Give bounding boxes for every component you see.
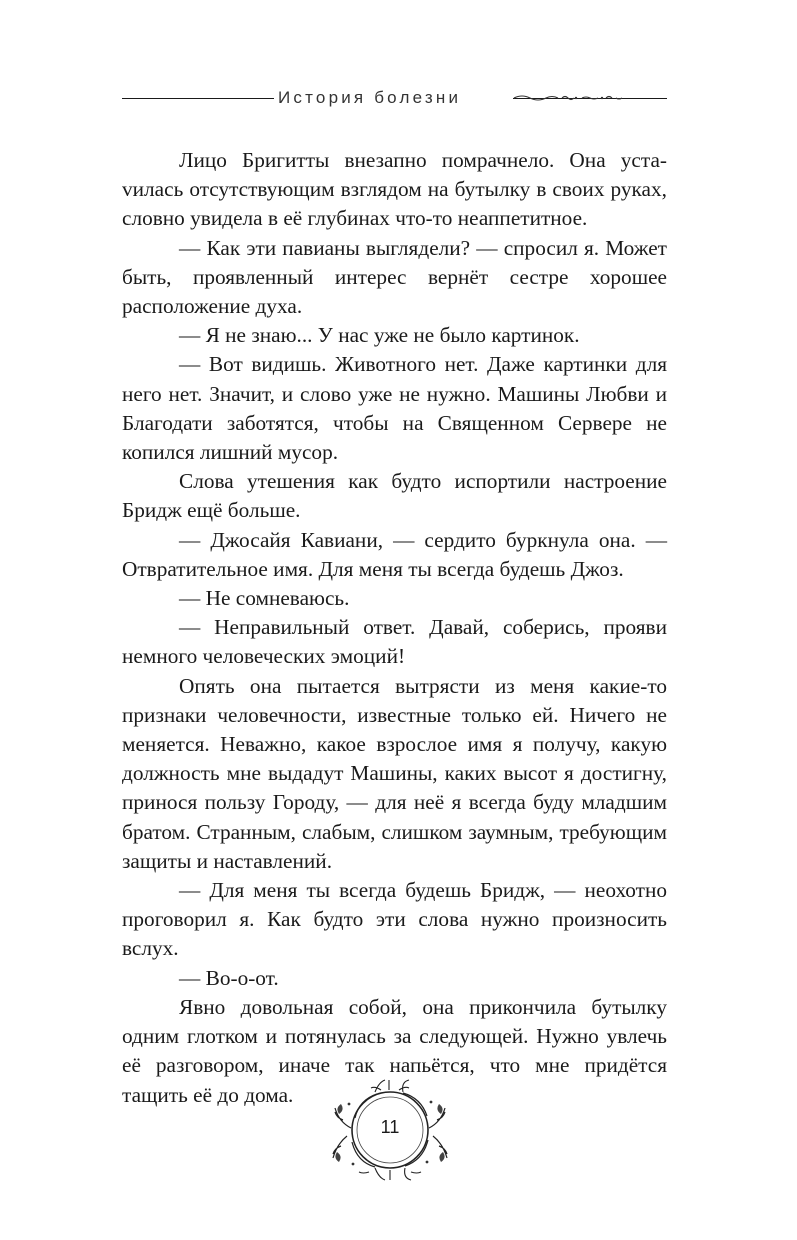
paragraph: — Как эти павианы выглядели? — спросил я. Может быть, проявленный интерес вернёт сестре хорошее расположение духа. bbox=[122, 235, 667, 319]
paragraph: — Я не знаю... У нас уже не было картинок. bbox=[179, 323, 580, 348]
running-title: История болезни bbox=[276, 86, 463, 110]
body-text bbox=[122, 146, 667, 1110]
header-rule-left bbox=[122, 98, 274, 99]
header-flourish-icon bbox=[512, 92, 632, 104]
paragraph: Лицо Бригитты внезапно помрачнело. Она устаvилась отсутствующим взглядом на бутылку в своих руках, словно увидела в её глубинах что-то неаппетитное. bbox=[122, 148, 667, 231]
paragraph: — Неправильный ответ. Давай, соберись, прояви немного человеческих эмоций! bbox=[122, 615, 667, 669]
paragraph: Опять она пытается вытрясти из меня какие-то признаки человечности, известные только ей. Ничего не меняется. Неважно, какое взрослое имя я получу, какую должность мне выдадут Машины, каких высот я достигну, принося пользу Городу, — для неё я всегда буду младшим братом. Странным, слабым, слишком заумным, требующим защиты и наставлений. bbox=[122, 673, 667, 873]
paragraph: — Вот видишь. Животного нет. Даже картинки для него нет. Значит, и слово уже не нужно. Машины Любви и Благодати заботятся, чтобы на Священном Сервере не копился лишний мусор. bbox=[122, 352, 667, 465]
paragraph: — Для меня ты всегда будешь Бридж, — неохотно проговорил я. Как будто эти слова нужно произносить вслух. bbox=[122, 878, 667, 961]
paragraph: — Во-о-от. bbox=[179, 965, 279, 990]
running-header bbox=[122, 86, 667, 110]
page-number-ornament bbox=[329, 1078, 451, 1182]
paragraph: Явно довольная собой, она прикончила бутылку одним глотком и потянулась за следующей. Нужно увлечь её разговором, иначе так напьётся, что мне придётся тащить её до дома. bbox=[122, 994, 667, 1107]
paragraph: — Не сомневаюсь. bbox=[179, 586, 350, 611]
paragraph: — Джосайя Кавиани, — сердито буркнула она. — Отвратительное имя. Для меня ты всегда будешь Джоз. bbox=[122, 527, 667, 581]
page-number: 11 bbox=[380, 1117, 400, 1137]
paragraph: Слова утешения как будто испортили настроение Бридж ещё больше. bbox=[122, 469, 667, 523]
